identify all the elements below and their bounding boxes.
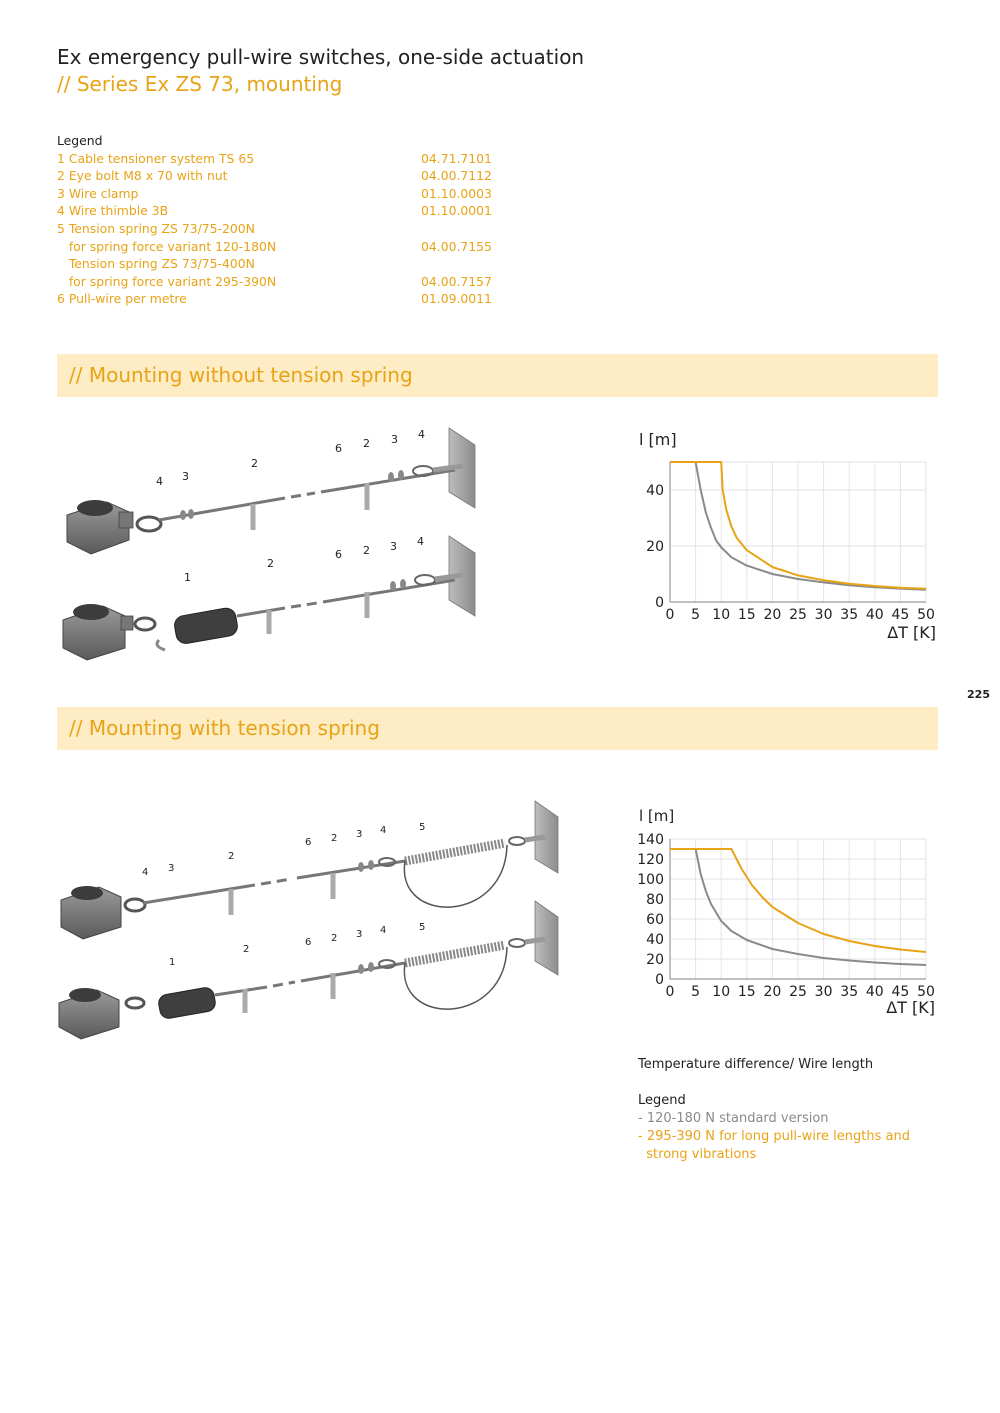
y-tick-label: 0 [655, 595, 664, 611]
legend-heading: Legend [57, 133, 103, 148]
diagram-label: 4 [156, 475, 163, 488]
x-tick-label: 5 [691, 984, 701, 1000]
legend-item [57, 255, 517, 273]
y-tick-label: 60 [646, 912, 664, 928]
legend-item-label: 5 Tension spring ZS 73/75-200N [57, 220, 255, 236]
diagram-label: 1 [184, 571, 191, 584]
legend-item-label: 2 Eye bolt M8 x 70 with nut [57, 168, 228, 184]
x-tick-label: 45 [891, 607, 910, 623]
legend-item-code: 01.10.0001 [421, 203, 492, 219]
chart-legend-orange: - 295-390 N for long pull-wire lengths and [638, 1129, 910, 1144]
x-tick-label: 40 [865, 984, 884, 1000]
x-tick-label: 30 [814, 984, 833, 1000]
y-tick-label: 20 [646, 539, 664, 555]
diagram-label: 2 [331, 933, 338, 944]
diagram-label: 6 [305, 837, 312, 848]
y-axis-label: l [m] [639, 807, 675, 825]
legend-item-code: 04.71.7101 [421, 150, 492, 166]
y-tick-label: 40 [646, 932, 664, 948]
legend-item-label: for spring force variant 295-390N [57, 273, 277, 289]
x-tick-label: 0 [665, 607, 675, 623]
y-tick-label: 0 [655, 972, 664, 988]
section-title: // Mounting without tension spring [69, 363, 413, 387]
x-tick-label: 50 [917, 984, 935, 1000]
diagram-label: 2 [251, 457, 258, 470]
diagram-label: 4 [418, 428, 425, 441]
chart-caption: Temperature difference/ Wire length [638, 1057, 874, 1072]
legend-item-label: 6 Pull-wire per metre [57, 291, 187, 307]
x-tick-label: 10 [712, 607, 731, 623]
legend-item [57, 220, 517, 238]
diagram-label: 2 [267, 557, 274, 570]
x-axis-label: ΔT [K] [887, 623, 936, 642]
y-tick-label: 80 [646, 892, 664, 908]
diagram-label: 1 [169, 957, 176, 968]
diagram-label: 4 [142, 867, 149, 878]
assembly-bottom [63, 536, 475, 660]
legend-item [57, 238, 517, 256]
legend-item [57, 202, 517, 220]
diagram-label: 3 [356, 929, 363, 940]
legend-item-code: 01.09.0011 [421, 291, 492, 307]
diagram-label: 3 [182, 470, 189, 483]
diagram-label: 3 [356, 829, 363, 840]
legend-item-code: 01.10.0003 [421, 185, 492, 201]
legend-item-label: for spring force variant 120-180N [57, 238, 277, 254]
legend-item [57, 273, 517, 291]
y-axis-label: l [m] [639, 430, 677, 449]
legend-item-label: 3 Wire clamp [57, 185, 139, 201]
legend-item-label: 4 Wire thimble 3B [57, 203, 169, 219]
diagram-label: 2 [228, 851, 235, 862]
y-tick-label: 20 [646, 952, 664, 968]
diagram-label: 4 [417, 535, 424, 548]
legend-item [57, 167, 517, 185]
legend-item [57, 290, 517, 308]
chart-legend-orange-cont: strong vibrations [638, 1147, 757, 1162]
chart-wire-length-without-spring [630, 425, 950, 645]
mounting-diagram-without-spring [55, 420, 495, 670]
section-header-without-spring [57, 354, 938, 397]
diagram-label: 2 [331, 833, 338, 844]
mounting-diagram-with-spring [55, 795, 575, 1045]
diagram-label: 3 [390, 540, 397, 553]
parts-legend [57, 132, 517, 308]
diagram-label: 6 [305, 937, 312, 948]
y-tick-label: 120 [637, 852, 664, 868]
diagram-label: 4 [380, 825, 387, 836]
legend-item-label: Tension spring ZS 73/75-400N [57, 256, 255, 272]
x-tick-label: 35 [840, 984, 859, 1000]
x-tick-label: 20 [763, 984, 782, 1000]
x-tick-label: 10 [712, 984, 731, 1000]
assembly-top [67, 428, 475, 554]
diagram-label: 4 [380, 925, 387, 936]
x-tick-label: 25 [789, 984, 807, 1000]
assembly-top [61, 801, 558, 939]
x-tick-label: 20 [763, 607, 782, 623]
legend-item-label: 1 Cable tensioner system TS 65 [57, 150, 255, 166]
diagram-label: 5 [419, 922, 426, 933]
page-subtitle: // Series Ex ZS 73, mounting [57, 72, 343, 96]
section-header-with-spring [57, 707, 938, 750]
x-tick-label: 25 [789, 607, 807, 623]
legend-item-code: 04.00.7155 [421, 238, 492, 254]
chart-legend-heading: Legend [638, 1093, 686, 1108]
x-tick-label: 15 [737, 607, 756, 623]
x-tick-label: 40 [865, 607, 884, 623]
assembly-bottom [59, 901, 558, 1039]
section-title: // Mounting with tension spring [69, 716, 380, 740]
legend-item-code: 04.00.7157 [421, 273, 492, 289]
x-tick-label: 15 [737, 984, 756, 1000]
chart-wire-length-with-spring [630, 802, 950, 1022]
diagram-label: 6 [335, 548, 342, 561]
x-tick-label: 5 [691, 607, 701, 623]
x-tick-label: 0 [665, 984, 675, 1000]
chart-legend-grey: - 120-180 N standard version [638, 1111, 829, 1126]
x-tick-label: 30 [814, 607, 833, 623]
x-tick-label: 35 [840, 607, 859, 623]
page-number: 225 [967, 688, 990, 701]
diagram-label: 5 [419, 822, 426, 833]
diagram-label: 3 [168, 863, 175, 874]
x-tick-label: 45 [891, 984, 910, 1000]
y-tick-label: 40 [646, 483, 664, 499]
diagram-label: 3 [391, 433, 398, 446]
legend-item [57, 150, 517, 168]
diagram-label: 2 [363, 437, 370, 450]
legend-item-code: 04.00.7112 [421, 168, 492, 184]
y-tick-label: 140 [637, 832, 664, 848]
page-title: Ex emergency pull-wire switches, one-side actuation [57, 45, 585, 69]
diagram-label: 2 [243, 944, 250, 955]
legend-item [57, 185, 517, 203]
x-tick-label: 50 [917, 607, 935, 623]
chart-legend [638, 1092, 958, 1164]
x-axis-label: ΔT [K] [886, 998, 935, 1017]
diagram-label: 2 [363, 544, 370, 557]
diagram-label: 6 [335, 442, 342, 455]
y-tick-label: 100 [637, 872, 664, 888]
